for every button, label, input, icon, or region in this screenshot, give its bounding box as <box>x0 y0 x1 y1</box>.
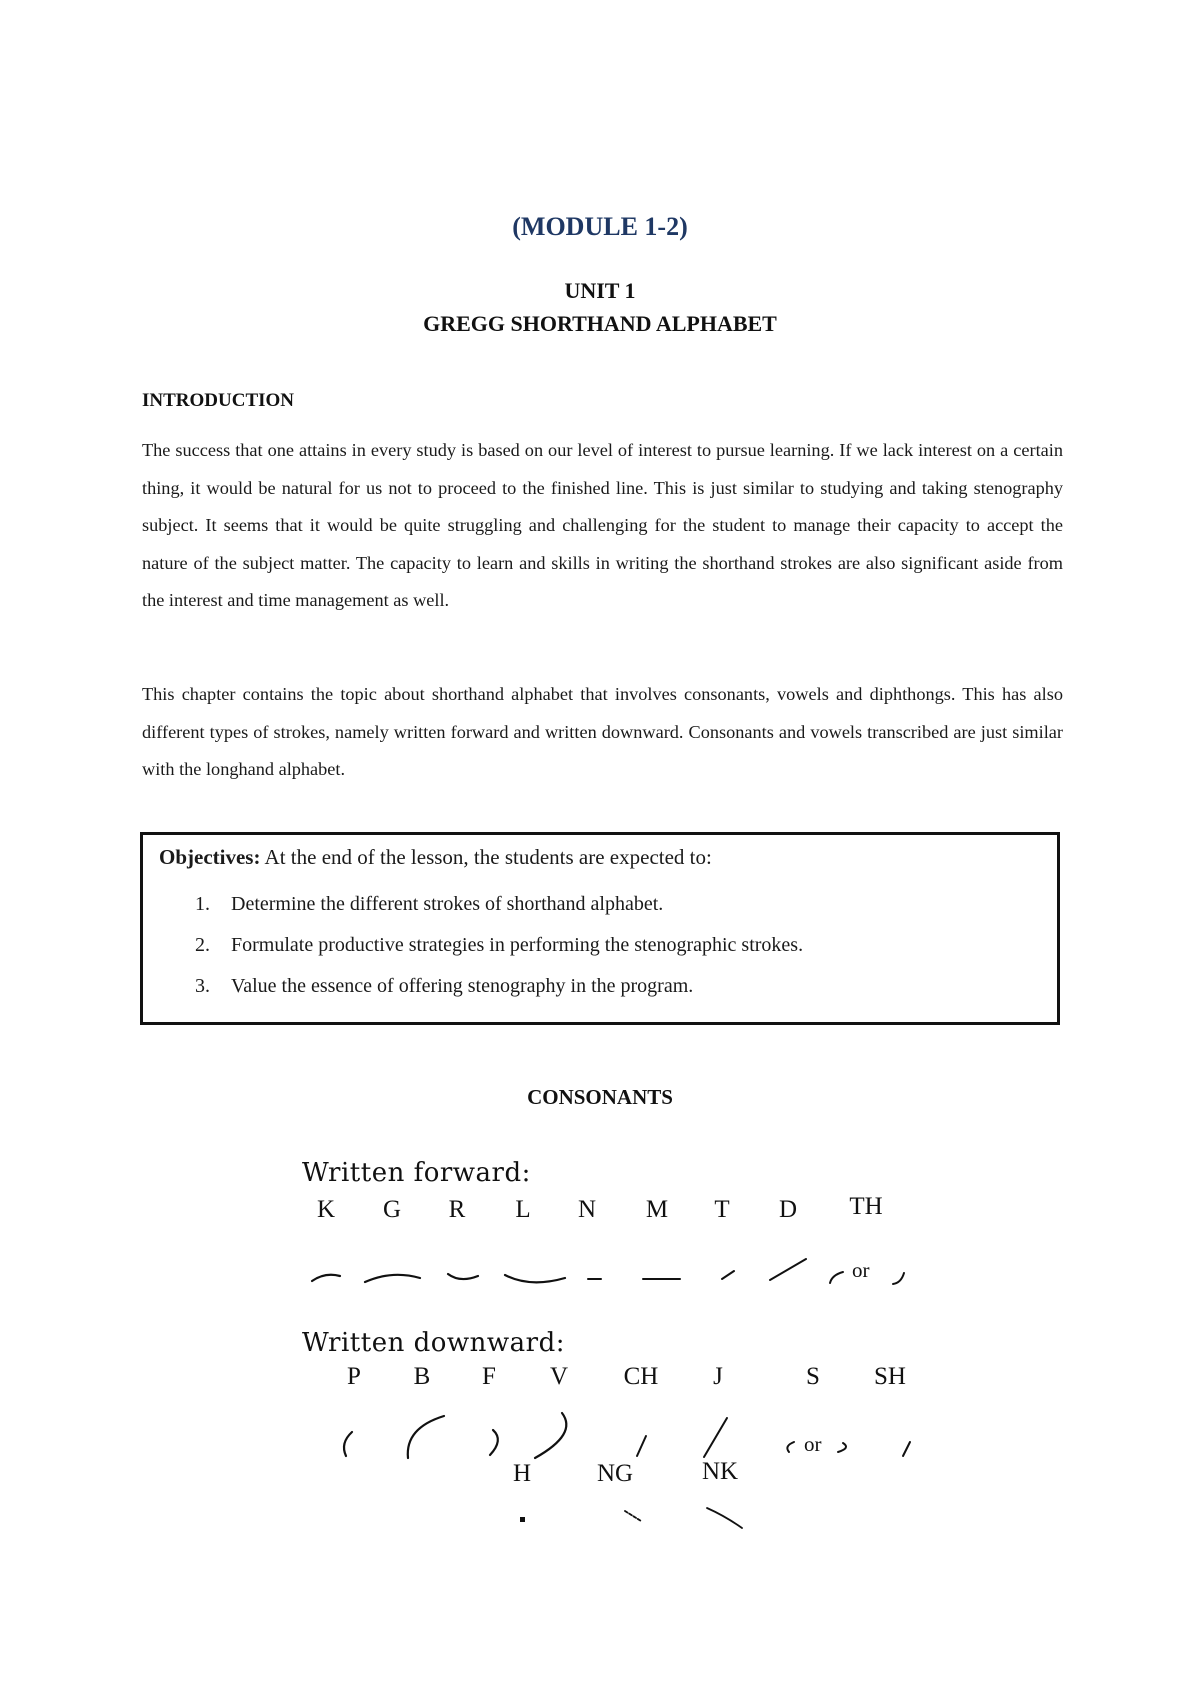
stroke-th-1 <box>830 1272 843 1283</box>
stroke-l <box>505 1275 565 1282</box>
stroke-ng <box>625 1511 641 1521</box>
stroke-p <box>344 1432 352 1456</box>
objectives-intro <box>159 845 712 870</box>
stroke-d <box>770 1259 806 1280</box>
stroke-j <box>704 1418 727 1457</box>
consonants-heading: CONSONANTS <box>527 1085 673 1109</box>
introduction-paragraph-2: This chapter contains the topic about shorthand alphabet that involves consonants, vowels and diphthongs. This has also different types of strokes, namely written forward and written downward. Consonants and vowels transcribed are just similar with the longhand alphabet. <box>142 684 1063 779</box>
written-forward-label: Written forward: <box>302 1158 531 1188</box>
letter-d: D <box>778 1196 798 1223</box>
objective-item <box>195 975 803 1016</box>
letter-h: H <box>512 1460 532 1487</box>
unit-title: UNIT 1 <box>564 278 636 303</box>
introduction-heading: INTRODUCTION <box>142 390 295 411</box>
module-title: (MODULE 1-2) <box>512 212 688 241</box>
stroke-f <box>490 1430 498 1455</box>
letter-v: V <box>549 1363 569 1390</box>
letter-r: R <box>448 1196 466 1223</box>
letter-g: G <box>382 1196 402 1223</box>
objectives-list <box>195 893 803 1016</box>
letter-ch: CH <box>623 1363 659 1390</box>
objective-number: 2. <box>195 934 210 956</box>
letter-m: M <box>645 1196 669 1223</box>
objective-item <box>195 934 803 975</box>
stroke-k <box>312 1275 340 1281</box>
or-downward: or <box>804 1432 822 1456</box>
stroke-th-2 <box>893 1273 904 1284</box>
objective-number: 3. <box>195 975 210 997</box>
stroke-ch <box>637 1436 646 1456</box>
objective-number: 1. <box>195 893 210 915</box>
stroke-s-2 <box>838 1443 846 1452</box>
objectives-label: Objectives: <box>159 845 261 869</box>
stroke-sh <box>903 1442 910 1456</box>
stroke-g <box>365 1275 420 1282</box>
stroke-h-dot <box>520 1517 525 1522</box>
letter-sh: SH <box>874 1363 906 1390</box>
stroke-b <box>408 1416 444 1458</box>
stroke-v <box>535 1413 566 1458</box>
unit-subtitle: GREGG SHORTHAND ALPHABET <box>423 311 777 336</box>
letter-t: T <box>714 1196 730 1223</box>
letter-p: P <box>347 1363 361 1390</box>
letter-ng: NG <box>596 1460 634 1487</box>
letter-j: J <box>713 1363 723 1390</box>
letter-l: L <box>515 1196 531 1223</box>
stroke-nk <box>707 1508 742 1528</box>
stroke-r <box>448 1274 478 1279</box>
objective-text: Value the essence of offering stenography in the program. <box>231 975 694 997</box>
letter-th: TH <box>849 1193 883 1220</box>
letter-s: S <box>806 1363 820 1390</box>
stroke-s-1 <box>787 1442 794 1452</box>
letter-nk: NK <box>701 1458 739 1485</box>
letter-b: B <box>413 1363 431 1390</box>
letter-f: F <box>482 1363 496 1390</box>
objective-text: Determine the different strokes of shorthand alphabet. <box>231 893 664 915</box>
written-downward-label: Written downward: <box>302 1328 565 1358</box>
introduction-paragraph-1: The success that one attains in every study is based on our level of interest to pursue learning. If we lack interest on a certain thing, it would be natural for us not to proceed to the finished line. This is just similar to studying and taking stenography subject. It seems that it would be quite struggling and challenging for the student to manage their capacity to accept the nature of the subject matter. The capacity to learn and skills in writing the shorthand strokes are also significant aside from the interest and time management as well. <box>142 440 1063 610</box>
or-forward: or <box>852 1258 870 1282</box>
objective-text: Formulate productive strategies in performing the stenographic strokes. <box>231 934 804 956</box>
letter-k: K <box>316 1196 336 1223</box>
letter-n: N <box>577 1196 597 1223</box>
objective-item <box>195 893 803 934</box>
objectives-box <box>140 832 1060 1025</box>
objectives-intro-text: At the end of the lesson, the students are expected to: <box>260 845 712 869</box>
stroke-t <box>722 1271 734 1279</box>
